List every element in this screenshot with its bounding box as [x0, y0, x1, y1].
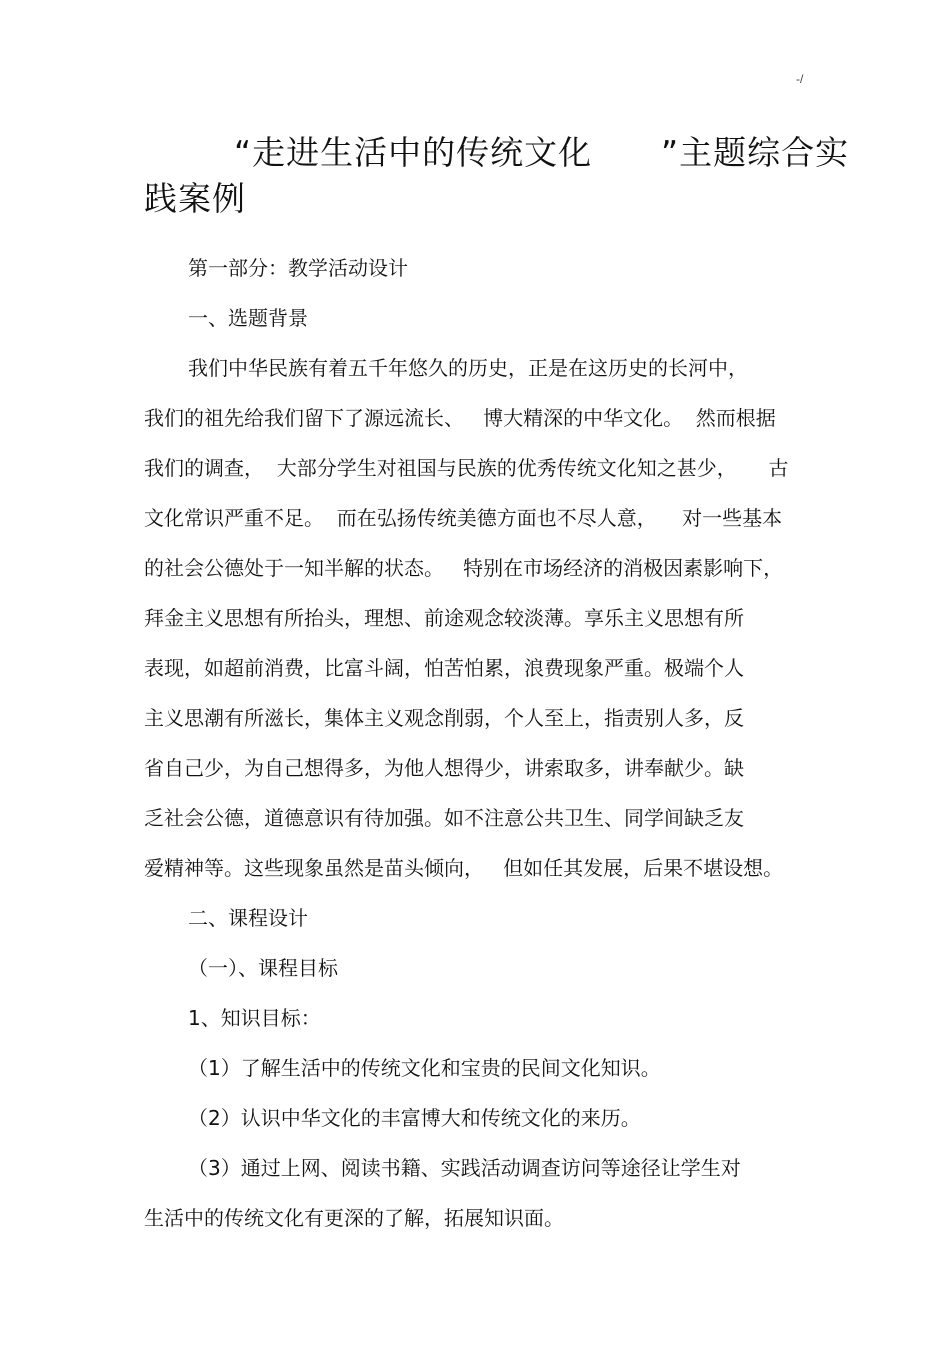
paragraph-line: 表现，如超前消费，比富斗阔，怕苦怕累，浪费现象严重。极端个人: [144, 656, 744, 680]
paragraph-line: 拜金主义思想有所抬头，理想、前途观念较淡薄。享乐主义思想有所: [144, 606, 744, 630]
paragraph-line: 主义思潮有所滋长，集体主义观念削弱，个人至上，指责别人多，反: [144, 706, 744, 730]
section-heading: 第一部分：教学活动设计: [188, 256, 408, 280]
document-title: [0, 0, 950, 240]
paragraph-line: 的社会公德处于一知半解的状态。 特别在市场经济的消极因素影响下，: [144, 556, 784, 580]
paragraph-line: 文化常识严重不足。 而在弘扬传统美德方面也不尽人意， 对一些基本: [144, 506, 783, 530]
paragraph-line: 我们中华民族有着五千年悠久的历史，正是在这历史的长河中，: [188, 356, 748, 380]
paragraph-line: 省自己少，为自己想得多，为他人想得少，讲索取多，讲奉献少。缺: [144, 756, 744, 780]
paragraph-line: 我们的调查， 大部分学生对祖国与民族的优秀传统文化知之甚少， 古: [144, 456, 789, 480]
list-heading: 1、知识目标：: [188, 1006, 321, 1030]
page-mark: -/: [796, 72, 804, 86]
list-item: （3）通过上网、阅读书籍、实践活动调查访问等途径让学生对: [188, 1156, 741, 1180]
paragraph-line: 我们的祖先给我们留下了源远流长、 博大精深的中华文化。 然而根据: [144, 406, 776, 430]
paragraph-line: 爱精神等。这些现象虽然是苗头倾向， 但如任其发展，后果不堪设想。: [144, 856, 784, 880]
list-item: （2）认识中华文化的丰富博大和传统文化的来历。: [188, 1106, 641, 1130]
title-line-2: 践案例: [144, 179, 246, 218]
title-line-1: “走进生活中的传统文化 ”主题综合实: [234, 133, 850, 172]
subsection-heading: 一、选题背景: [188, 306, 308, 330]
subsection-heading: （一）、课程目标: [188, 956, 338, 980]
list-item: （1）了解生活中的传统文化和宝贵的民间文化知识。: [188, 1056, 661, 1080]
list-item-continuation: 生活中的传统文化有更深的了解，拓展知识面。: [144, 1206, 564, 1230]
subsection-heading: 二、课程设计: [188, 906, 308, 930]
paragraph-line: 乏社会公德，道德意识有待加强。如不注意公共卫生、同学间缺乏友: [144, 806, 744, 830]
